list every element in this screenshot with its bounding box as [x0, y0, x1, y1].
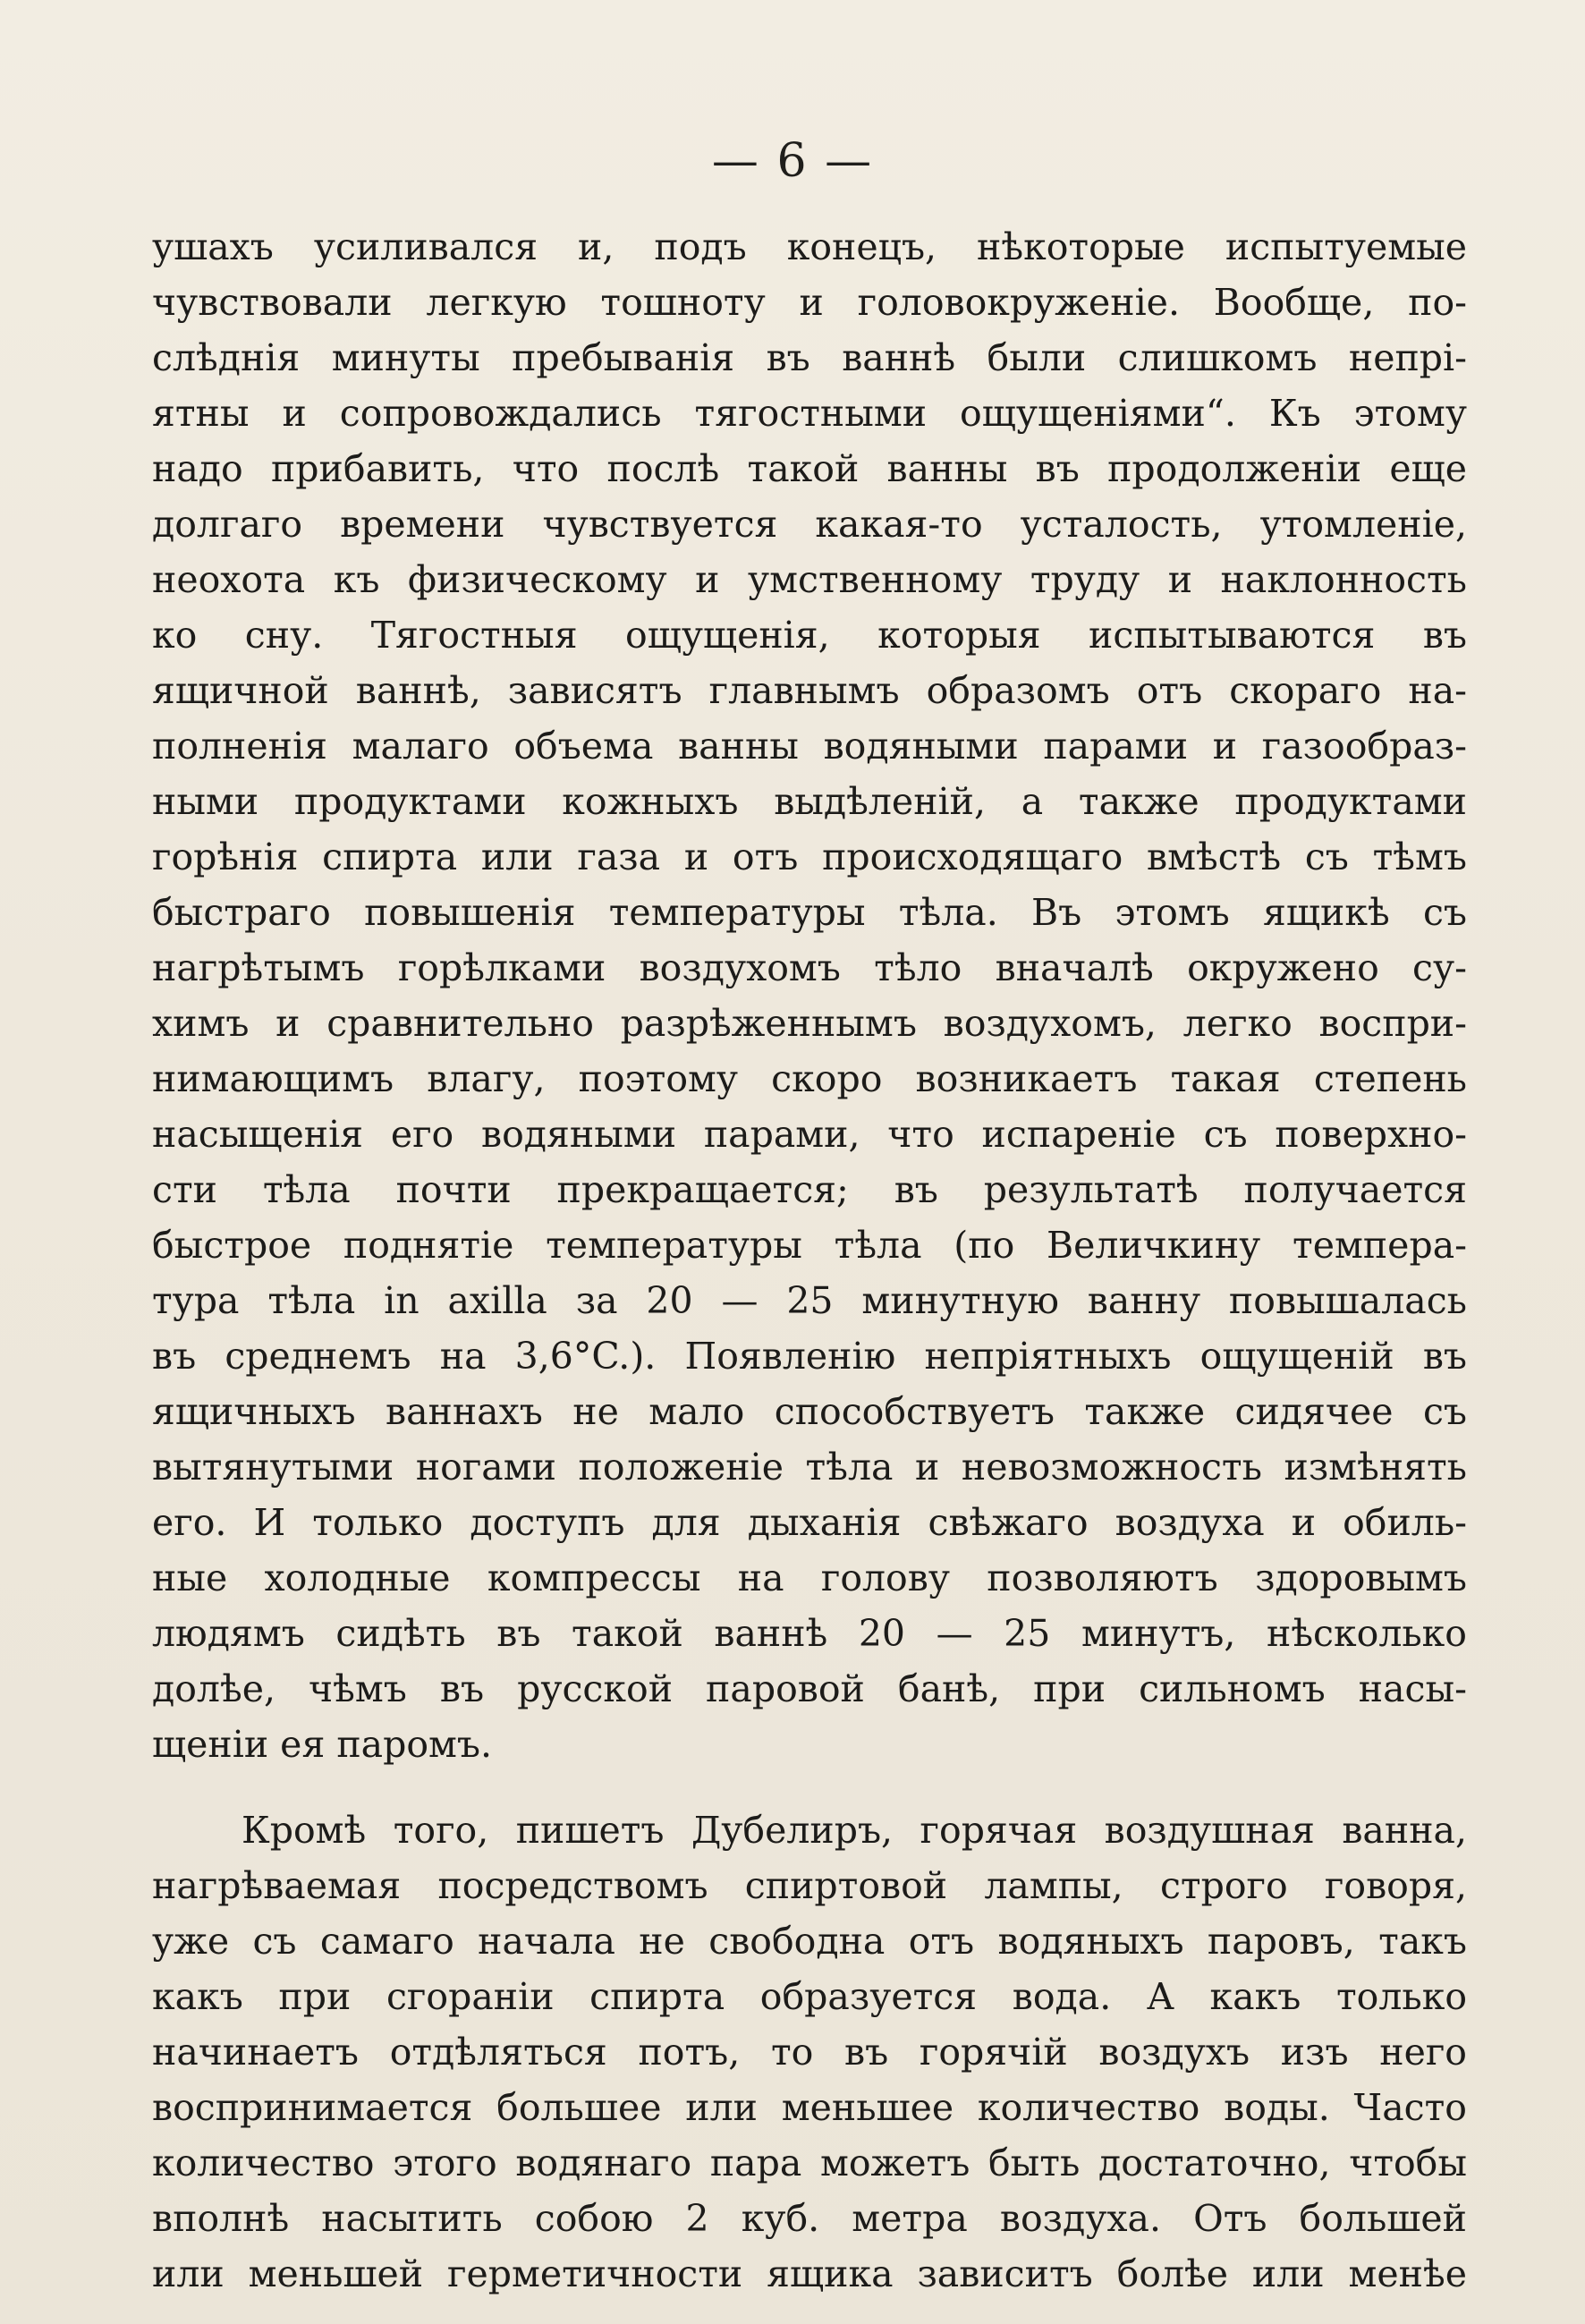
- text-line: ятны и сопровождались тягостными ощущеніями“. Къ этому: [152, 392, 1467, 435]
- text-line: химъ и сравнительно разрѣженнымъ воздухомъ, легко воспри-: [152, 1002, 1467, 1045]
- text-line: насыщенія его водяными парами, что испареніе съ поверхно-: [152, 1113, 1467, 1156]
- text-line: въ среднемъ на 3,6°C.). Появленію непріятныхъ ощущеній въ: [152, 1335, 1467, 1378]
- text-line: сти тѣла почти прекращается; въ результатѣ получается: [152, 1168, 1467, 1211]
- text-line: воспринимается большее или меньшее количество воды. Часто: [152, 2086, 1467, 2129]
- text-line: начинаетъ отдѣляться потъ, то въ горячій воздухъ изъ него: [152, 2031, 1467, 2074]
- text-line: ные холодные компрессы на голову позволяютъ здоровымъ: [152, 1556, 1467, 1599]
- text-line: горѣнія спирта или газа и отъ происходящаго вмѣстѣ съ тѣмъ: [152, 835, 1467, 878]
- text-line: уже съ самаго начала не свободна отъ водяныхъ паровъ, такъ: [152, 1920, 1467, 1963]
- text-line: Кромѣ того, пишетъ Дубелиръ, горячая воздушная ванна,: [242, 1809, 1467, 1852]
- paragraph-2: [152, 1802, 1467, 2302]
- text-line: слѣднія минуты пребыванія въ ваннѣ были слишкомъ непрі-: [152, 336, 1467, 379]
- text-line: долгаго времени чувствуется какая-то усталость, утомленіе,: [152, 503, 1467, 546]
- text-line: ящичной ваннѣ, зависятъ главнымъ образомъ отъ скораго на-: [152, 669, 1467, 712]
- text-line: вытянутыми ногами положеніе тѣла и невозможность измѣнять: [152, 1446, 1467, 1489]
- text-line: или меньшей герметичности ящика зависитъ болѣе или менѣе: [152, 2252, 1467, 2295]
- text-line: его. И только доступъ для дыханія свѣжаго воздуха и обиль-: [152, 1501, 1467, 1544]
- body-text: [152, 219, 1467, 2302]
- text-line: нагрѣтымъ горѣлками воздухомъ тѣло вначалѣ окружено су-: [152, 946, 1467, 989]
- text-line: быстраго повышенія температуры тѣла. Въ этомъ ящикѣ съ: [152, 891, 1467, 934]
- text-line: людямъ сидѣть въ такой ваннѣ 20 — 25 минутъ, нѣсколько: [152, 1612, 1467, 1655]
- text-line: вполнѣ насытить собою 2 куб. метра воздуха. Отъ большей: [152, 2197, 1467, 2240]
- text-line: надо прибавить, что послѣ такой ванны въ продолженіи еще: [152, 447, 1467, 490]
- text-line: чувствовали легкую тошноту и головокруженіе. Вообще, по-: [152, 281, 1467, 324]
- text-line: ушахъ усиливался и, подъ конецъ, нѣкоторые испытуемые: [152, 225, 1467, 268]
- text-line: какъ при сгораніи спирта образуется вода. А какъ только: [152, 1975, 1467, 2018]
- text-line: ными продуктами кожныхъ выдѣленій, а также продуктами: [152, 780, 1467, 823]
- text-line: щеніи ея паромъ.: [152, 1723, 493, 1766]
- paragraph-1: [152, 219, 1467, 1772]
- text-line: ящичныхъ ваннахъ не мало способствуетъ также сидячее съ: [152, 1390, 1467, 1433]
- text-line: долѣе, чѣмъ въ русской паровой банѣ, при сильномъ насы-: [152, 1667, 1467, 1710]
- text-line: полненія малаго объема ванны водяными парами и газообраз-: [152, 725, 1467, 768]
- text-line: быстрое поднятіе температуры тѣла (по Величкину темпера-: [152, 1224, 1467, 1267]
- text-line: тура тѣла in axilla за 20 — 25 минутную ванну повышалась: [152, 1279, 1467, 1322]
- text-line: ко сну. Тягостныя ощущенія, которыя испытываются въ: [152, 614, 1467, 657]
- text-line: нимающимъ влагу, поэтому скоро возникаетъ такая степень: [152, 1057, 1467, 1100]
- text-line: неохота къ физическому и умственному труду и наклонность: [152, 558, 1467, 601]
- text-line: количество этого водянаго пара можетъ быть достаточно, чтобы: [152, 2142, 1467, 2184]
- text-line: нагрѣваемая посредствомъ спиртовой лампы, строго говоря,: [152, 1864, 1467, 1907]
- page-number: — 6 —: [711, 134, 874, 188]
